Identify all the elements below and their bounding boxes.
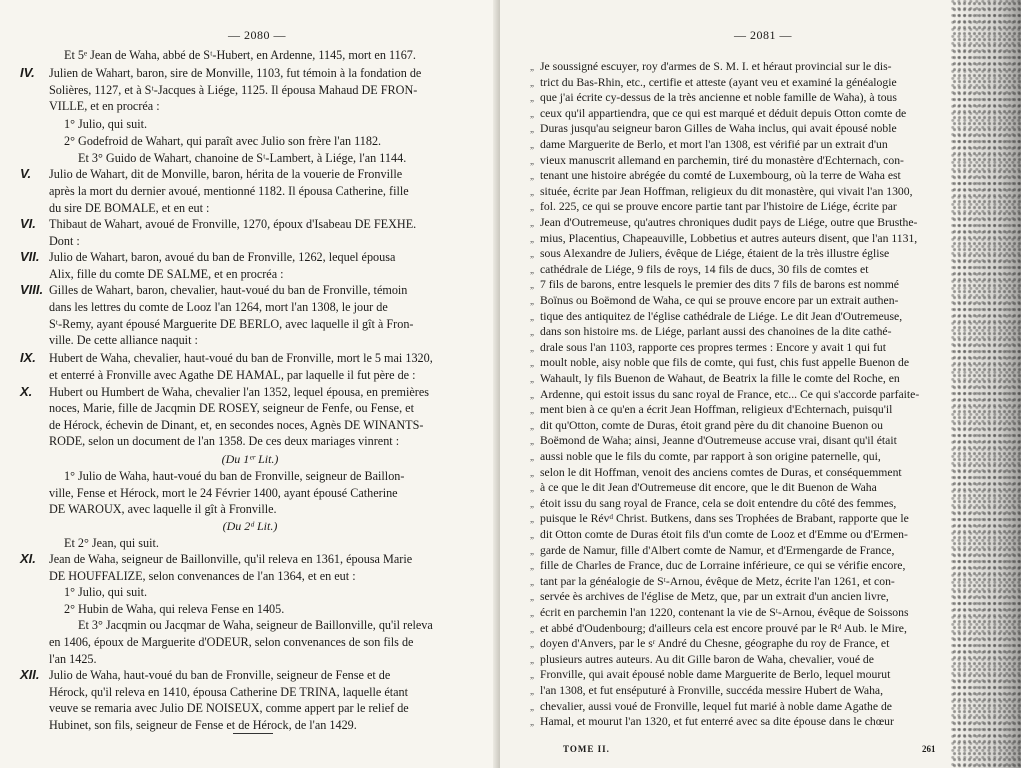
right-text-line: Jean d'Outremeuse, qu'autres chroniques dudit pays de Liége, outre que Brusthe- [540,216,918,229]
right-text-line: Fronville, qui avait épousé noble dame Marguerite de Berlo, lequel mourut [540,668,891,682]
generation-numeral: V. [20,166,32,182]
quote-mark-icon: „ [530,171,534,182]
right-text-line: et abbé d'Oudenbourg; d'ailleurs cela est encore prouvé par le Rᵈ Aub. le Mire, [540,621,907,635]
generation-numeral: IX. [20,350,36,366]
right-text-line: Je soussigné escuyer, roy d'armes de S. M. I. et héraut provincial sur le dis- [540,60,892,73]
footer-volume: TOME II. [563,744,610,754]
quote-mark-icon: „ [530,701,534,712]
left-text-line: de Hérock, échevin de Dinant, et, en secondes noces, Agnès DE WINANTS- [49,417,424,432]
quote-mark-icon: „ [530,467,534,478]
quote-mark-icon: „ [530,202,534,213]
quote-mark-icon: „ [530,592,534,603]
right-text-line: doyen d'Anvers, par le sʳ André du Chesne, géographe du roy de France, et [540,637,890,651]
right-text-line: Hamal, et mourut l'an 1320, et fut enterré avec sa dite épouse dans le chœur [540,715,894,729]
left-text-line: DE HOUFFALIZE, selon convenances de l'an 1364, et en eut : [49,568,356,583]
left-text-line: Gilles de Wahart, baron, chevalier, haut-voué du ban de Fronville, témoin [49,283,408,298]
quote-mark-icon: „ [530,405,534,416]
quote-mark-icon: „ [530,654,534,665]
left-text-line: Et 5ᵉ Jean de Waha, abbé de Sᵗ-Hubert, en Ardenne, 1145, mort en 1167. [64,48,416,62]
quote-mark-icon: „ [530,623,534,634]
quote-mark-icon: „ [530,311,534,322]
left-text-line: Thibaut de Wahart, avoué de Fronville, 1270, époux d'Isabeau DE FEXHE. [49,217,417,232]
left-text-line: Julio de Wahart, baron, avoué du ban de Fronville, 1262, lequel épousa [49,250,396,265]
left-text-line: Et 3° Jacqmin ou Jacqmar de Waha, seigneur de Baillonville, qu'il releva [78,618,433,633]
quote-mark-icon: „ [530,670,534,681]
left-text-line: ville. De cette alliance naquit : [49,333,198,348]
right-text-line: drale sous l'an 1103, rapporte ces propres termes : Encore y avait 1 qui fut [540,340,887,354]
lit-subheading: (Du 2ᵈ Lit.) [222,518,278,533]
right-text-line: que j'ai écrite cy-dessus de la très ancienne et noble famille de Waha), à tous [540,91,897,105]
left-text-line: Et 3° Guido de Wahart, chanoine de Sᵗ-Lambert, à Liége, l'an 1144. [78,150,407,165]
left-text-line: Sᵗ-Remy, ayant épousé Marguerite DE BERLO, avec laquelle il gît à Fron- [49,316,414,331]
left-text-line: et enterré à Fronville avec Agathe DE HAMAL, par laquelle il fut père de : [49,368,416,383]
quote-mark-icon: „ [530,420,534,431]
quote-mark-icon: „ [530,124,534,135]
left-text-line: RODE, selon un document de l'an 1358. De ces deux mariages vinrent : [49,434,400,449]
quote-mark-icon: „ [530,342,534,353]
right-text-line: étoit issu du sang royal de France, cela se doit entendre du côté des femmes, [540,496,897,510]
right-text-line: Boëmond de Waha; ainsi, Jeanne d'Outremeuse accuse vrai, disant qu'il était [540,434,897,448]
left-text-line: 2° Hubin de Waha, qui releva Fense en 1405. [64,601,285,616]
page-number-right: — 2081 — [734,28,792,42]
left-text-line: Dont : [49,233,80,248]
right-text-line: à ce que le dit Jean d'Outremeuse dit encore, que le dit Buenon de Waha [540,481,877,495]
right-text-line: selon le dit Hoffman, venoit des anciens comtes de Duras, et conséquemment [540,465,902,479]
right-text-line: Boïnus ou Boëmond de Waha, ce qui se prouve encore par un extrait authen- [540,294,899,307]
quote-mark-icon: „ [530,483,534,494]
quote-mark-icon: „ [530,530,534,540]
left-text-line: DE WAROUX, avec laquelle il gît à Fronville. [49,502,277,517]
left-text-line: du sire DE BOMALE, et en eut : [49,200,210,215]
quote-mark-icon: „ [530,561,534,572]
right-text-line: l'an 1308, et fut enséputuré à Fronville, succéda messire Hubert de Waha, [540,684,884,697]
left-text-line: Solières, 1127, et à Sᵗ-Jacques à Liége, 1125. Il épousa Mahaud DE FRON- [49,82,418,97]
quote-mark-icon: „ [530,717,534,728]
footer-signature: 261 [922,744,936,754]
right-text-line: vieux manuscrit allemand en parchemin, tiré du monastère d'Echternach, con- [540,153,904,167]
right-text-line: Wahault, ly fils Buenon de Wahaut, de Beatrix la fille le comte del Roche, en [540,372,900,385]
left-text-line: Hubert de Waha, chevalier, haut-voué du ban de Fronville, mort le 5 mai 1320, [49,351,433,366]
right-text-line: Duras jusqu'au seigneur baron Gilles de Waha inclus, qui avait épousé noble [540,122,897,136]
left-text-line: 2° Godefroid de Wahart, qui paraît avec Julio son frère l'an 1182. [64,134,382,149]
quote-mark-icon: „ [530,280,534,291]
right-text-line: dans son histoire ms. de Liége, parlant aussi des chanoines de la dite cathé- [540,325,892,339]
right-text-line: servée ès archives de l'église de Metz, que, par un extrait d'un ancien livre, [540,590,889,604]
quote-mark-icon: „ [530,327,534,338]
lit-subheading: (Du 1ᵉʳ Lit.) [221,451,279,466]
right-text-line: fille de Charles de France, duc de Lorraine inférieure, ce qui se vérifie encore, [540,559,906,573]
quote-mark-icon: „ [530,576,534,587]
right-text-line: sous Alexandre de Juliers, évêque de Liége, étaient de la très illustre église [540,247,890,261]
right-text-line: mius, Placentius, Chapeauville, Lobbetius et autres auteurs disent, que l'an 1131, [540,231,918,245]
quote-mark-icon: „ [530,358,534,369]
quote-mark-icon: „ [530,186,534,197]
left-text-line: Julio de Waha, haut-voué du ban de Fronville, seigneur de Fense et de [49,668,391,683]
right-text-line: ment bien à ce qu'en a écrit Jean Hoffman, religieux d'Echternach, puisqu'il [540,403,893,417]
right-text-line: moult noble, aisy noble que fils de comte, qui fust, chis fust appelle Buenon de [540,356,910,370]
quote-mark-icon: „ [530,77,534,88]
left-text-line: l'an 1425. [49,651,97,666]
scan-edge-noise [951,0,1021,768]
page-number-left: — 2080 — [228,28,286,42]
right-text-line: tenant une histoire abrégée du comté de Luxembourg, où la terre de Waha est [540,169,901,183]
left-text-line: VILLE, et en procréa : [49,99,160,114]
quote-mark-icon: „ [530,218,534,228]
quote-mark-icon: „ [530,514,534,525]
right-text-line: dit Otton comte de Duras étoit fils d'un comte de Looz et d'Emme ou d'Ermen- [540,528,908,541]
right-text-line: Ardenne, qui estoit issus du sanc royal de France, etc... Ce qui s'accorde parfaite- [540,387,920,401]
quote-mark-icon: „ [530,62,534,72]
right-text-line: fol. 225, ce qui se prouve encore partie tant par l'histoire de Liége, écrite par [540,200,897,214]
right-text-line: 7 fils de barons, entre lesquels le premier des dits 7 fils de barons est nommé [540,278,899,292]
right-text-line: tant par la généalogie de Sᵗ-Arnou, évêque de Metz, écrite l'an 1261, et con- [540,574,895,588]
left-text-line: Julien de Wahart, baron, sire de Monville, 1103, fut témoin à la fondation de [49,66,422,81]
left-text-line: Jean de Waha, seigneur de Baillonville, qu'il releva en 1361, épousa Marie [49,552,413,567]
quote-mark-icon: „ [530,155,534,166]
right-text-line: située, écrite par Jean Hoffman, religieux du dit monastère, qui vivait l'an 1300, [540,184,913,198]
left-text-line: 1° Julio de Waha, haut-voué du ban de Fronville, seigneur de Baillon- [64,469,405,484]
right-text-line: garde de Namur, fille d'Albert comte de Namur, et d'Ermengarde de France, [540,543,895,557]
left-text-line: Alix, fille du comte DE SALME, et en procréa : [49,266,284,281]
generation-numeral: XI. [20,551,36,567]
right-text-line: tique des antiquitez de l'église cathédrale de Liége. Le dit Jean d'Outremeuse, [540,309,903,323]
quote-mark-icon: „ [530,608,534,618]
left-text-line: ville, Fense et Hérock, mort le 24 Février 1400, ayant épousé Catherine [49,485,398,500]
generation-numeral: XII. [20,667,40,683]
quote-mark-icon: „ [530,545,534,556]
quote-mark-icon: „ [530,296,534,306]
left-text-line: veuve se remaria avec Julio DE NOISEUX, comme appert par le relief de [49,701,409,716]
left-text-line: en 1406, époux de Marguerite d'ODEUR, selon convenances de son fils de [49,635,414,650]
right-text-line: cathédrale de Liége, 9 fils de roys, 14 fils de ducs, 30 fils de comtes et [540,262,869,276]
left-page [0,0,500,768]
quote-mark-icon: „ [530,140,534,150]
left-text-line: dans les lettres du comte de Looz l'an 1264, mort l'an 1308, le jour de [49,300,388,315]
right-text-line: chevalier, aussi voué de Fronville, lequel fut marié à noble dame Agathe de [540,699,892,713]
right-text-line: dame Marguerite de Berlo, et mort l'an 1308, est vérifié par un extrait d'un [540,138,888,151]
quote-mark-icon: „ [530,93,534,104]
quote-mark-icon: „ [530,108,534,119]
right-text-line: trict du Bas-Rhin, etc., certifie et atteste (ayant veu et examiné la généalogie [540,75,897,89]
quote-mark-icon: „ [530,264,534,275]
right-page [500,0,1021,768]
closing-rule [233,733,273,734]
left-text-line: Hubert ou Humbert de Waha, chevalier l'an 1352, lequel épousa, en premières [49,384,430,399]
left-text-line: Hubinet, son fils, seigneur de Fense et de Hérock, de l'an 1429. [49,718,357,732]
generation-numeral: VI. [20,216,36,232]
right-text-line: plusieurs autres auteurs. Au dit Gille baron de Waha, chevalier, voué de [540,652,874,666]
left-text-line: 1° Julio, qui suit. [64,585,148,600]
right-text-line: dit qu'Otton, comte de Duras, étoit grand père du dit chanoine Buenon ou [540,418,883,432]
quote-mark-icon: „ [530,389,534,400]
generation-numeral: VIII. [20,282,44,298]
quote-mark-icon: „ [530,452,534,462]
left-text-line: noces, Marie, fille de Jacqmin DE ROSEY, seigneur de Fenfe, ou Fense, et [49,401,414,416]
quote-mark-icon: „ [530,374,534,384]
quote-mark-icon: „ [530,436,534,447]
left-text-line: Julio de Wahart, dit de Monville, baron, hérita de la vouerie de Fronville [49,167,403,182]
right-text-line: puisque le Révᵈ Christ. Butkens, dans ses Trophées de Brabant, rapporte que le [540,512,909,526]
left-text-line: 1° Julio, qui suit. [64,116,148,131]
generation-numeral: VII. [20,249,40,265]
left-text-line: après la mort du dernier avoué, mentionné 1182. Il épousa Catherine, fille [49,183,409,198]
right-text-line: aussi noble que le fils du comte, par rapport à son origine paternelle, qui, [540,450,881,463]
quote-mark-icon: „ [530,686,534,696]
right-text-line: ceux qu'il appartiendra, que ce qui est marqué et déduit depuis Otton comte de [540,106,907,120]
left-text-line: Hérock, qu'il releva en 1410, épousa Catherine DE TRINA, laquelle étant [49,684,409,699]
left-text-line: Et 2° Jean, qui suit. [64,535,159,550]
quote-mark-icon: „ [530,498,534,509]
quote-mark-icon: „ [530,233,534,244]
right-text-line: écrit en parchemin l'an 1220, contenant la vie de Sᵗ-Arnou, évêque de Soissons [540,606,909,619]
quote-mark-icon: „ [530,249,534,260]
generation-numeral: IV. [20,65,35,81]
quote-mark-icon: „ [530,639,534,650]
generation-numeral: X. [20,383,33,399]
